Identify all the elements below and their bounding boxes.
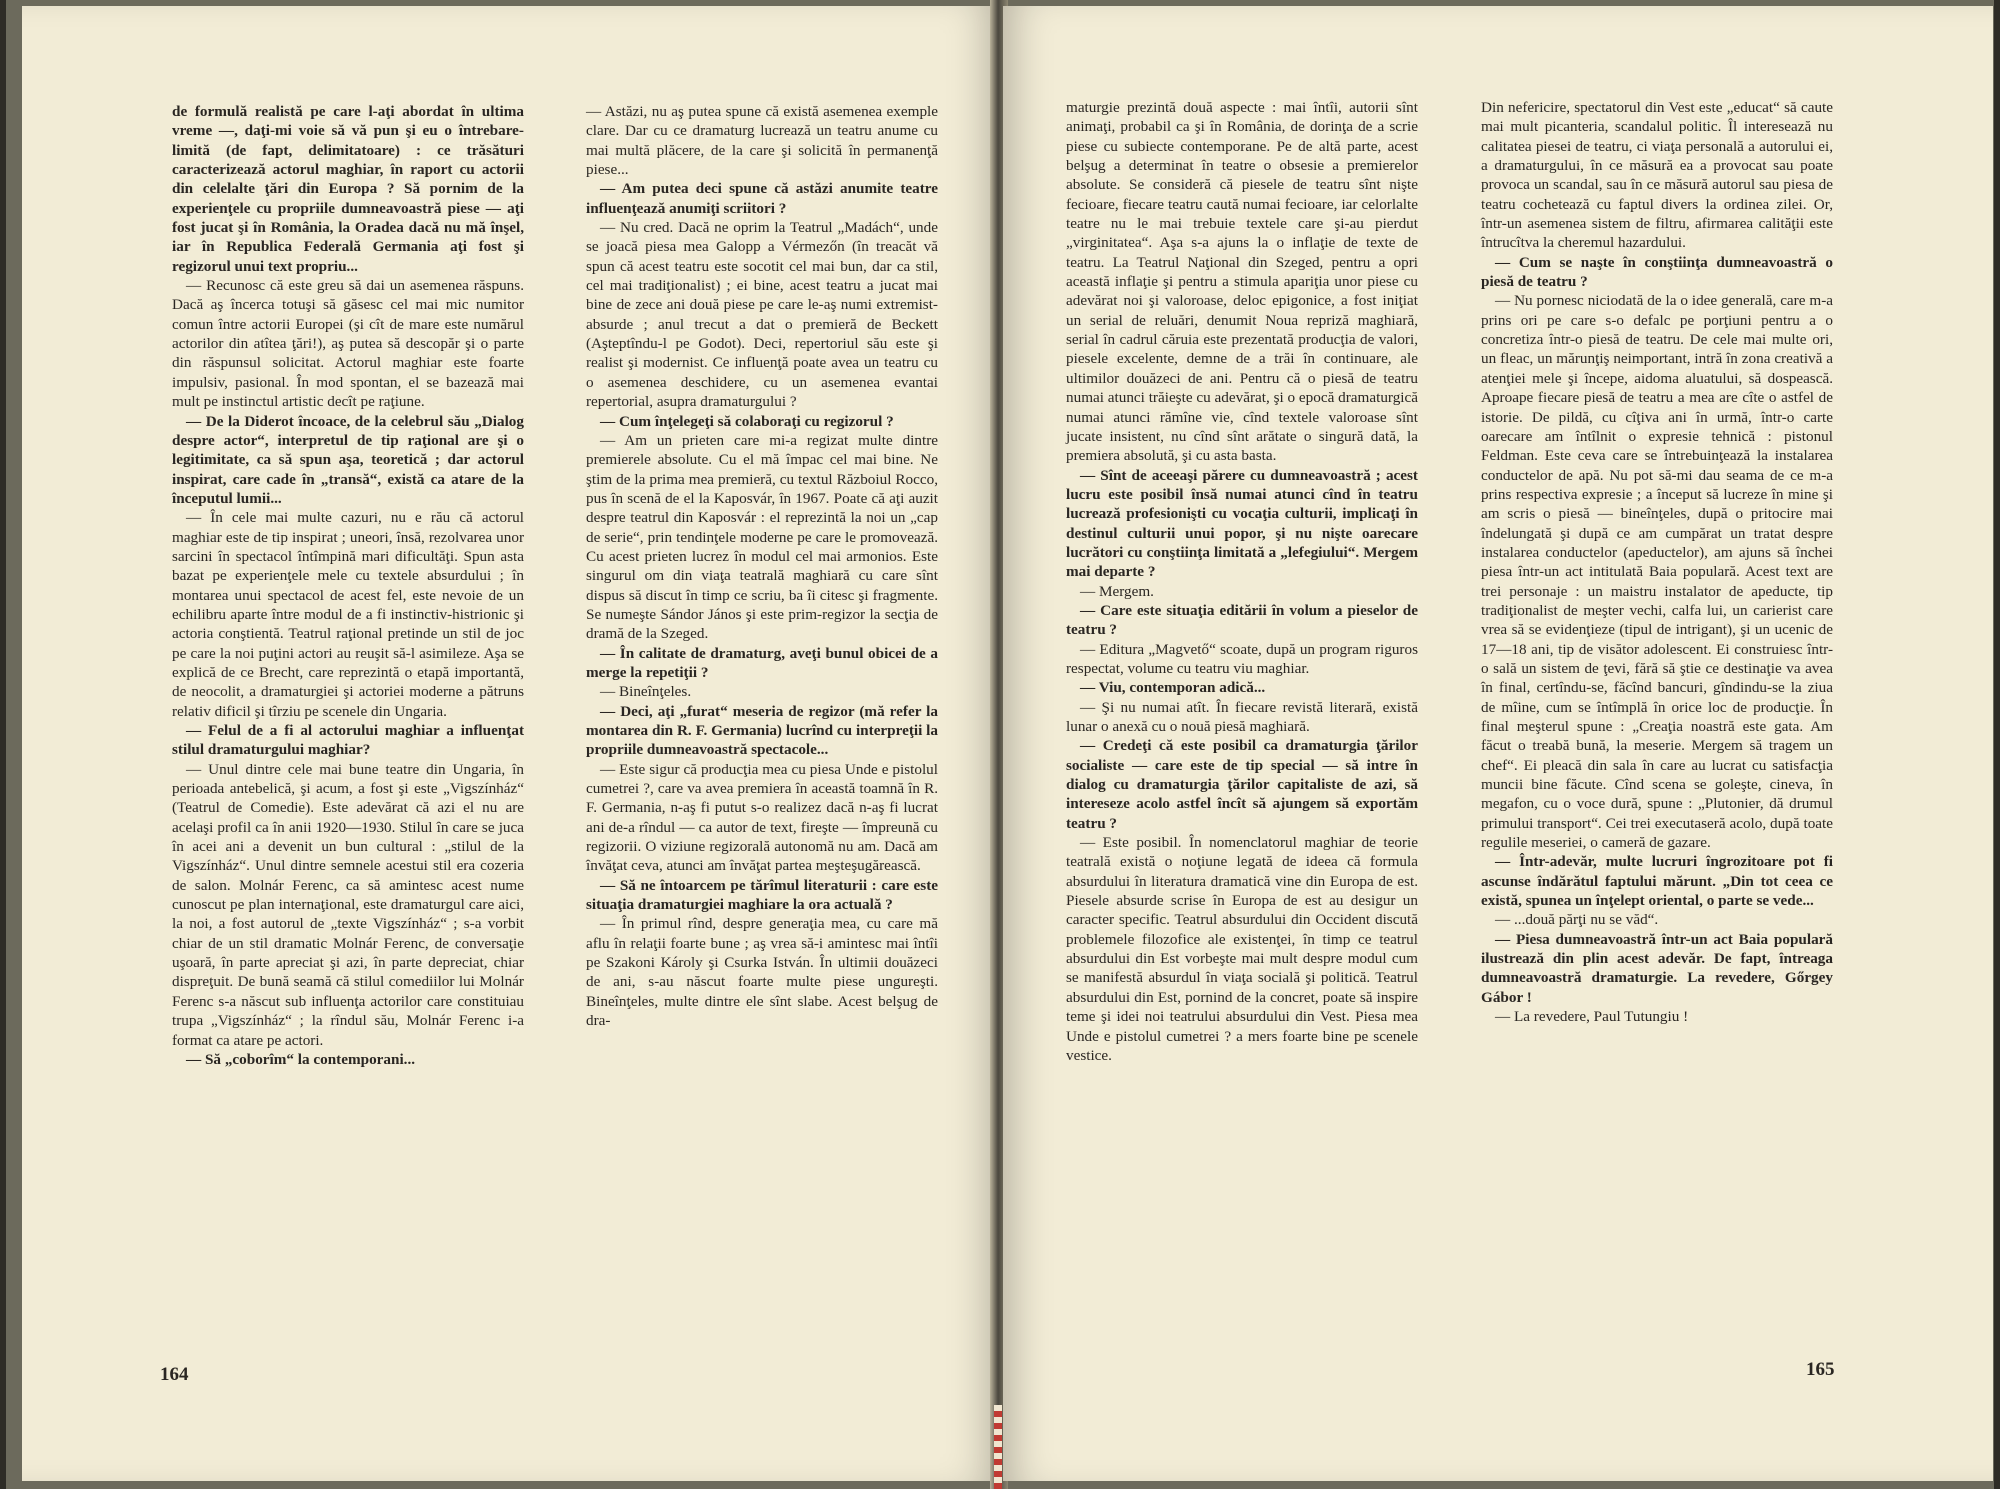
left-page — [22, 6, 997, 1481]
interviewer-question: — Viu, contemporan adică... — [1080, 679, 1266, 697]
right-page-column-1 — [1066, 98, 1418, 1065]
interviewer-question: — Să ne întoarcem pe tărîmul literaturii : care este situaţia dramaturgiei maghiare la ora actuală ? — [586, 876, 938, 914]
interviewer-question: — Cum se naşte în conştiinţa dumneavoastră o piesă de teatru ? — [1481, 253, 1833, 291]
page-number-right: 165 — [1806, 1359, 1835, 1380]
right-page — [1003, 6, 1993, 1481]
interviewer-question: — Credeţi că este posibil ca dramaturgia ţărilor socialiste — care este de tip special — să intre în dialog cu dramaturgia ţărilor capitaliste de azi, să intereseze acolo astfel încît să ajungem să exportăm teatru ? — [1066, 737, 1418, 832]
interviewer-question: — Felul de a fi al actorului maghiar a influenţat stilul dramaturgului maghiar? — [172, 722, 524, 759]
answer-paragraph: — Şi nu numai atît. În fiecare revistă literară, există lunar o anexă cu o nouă piesă maghiară. — [1066, 698, 1418, 735]
answer-paragraph: — În cele mai multe cazuri, nu e rău că actorul maghiar este de tip inspirat ; uneori, însă, rezolvarea unor sarcini în spectacol întîmpină mari dificultăţi. Spun asta bazat pe experienţele mele cu textele absurdului ; în montarea unui spectacol de acest fel, este nevoie de un echilibru aparte între modul de a fi instinctiv-histrionic şi actoria conştientă. Teatrul raţional pretinde un stil de joc pe care la noi puţini actori au reuşit să-l asimileze. Aşa se explică de ce Brecht, care reprezintă o etapă importantă, de neocolit, a dramaturgiei şi actoriei moderne a pătruns relativ dificil şi tîrziu pe scenele din Ungaria. — [172, 509, 524, 720]
answer-paragraph: Din nefericire, spectatorul din Vest este „educat“ să caute mai mult picanteria, scandalul politic. Îl interesează nu calitatea piesei de teatru, ci viaţa personală a autorului ei, a dramaturgului, în ce măsură ea a provocat sau poate provoca un scandal, sau în ce măsură autorul sau piesa de teatru cochetează cu faptul divers la ordinea zilei. Or, într-un asemenea sistem de filtru, afirmarea calităţii este întrucîtva la cheremul hazardului. — [1481, 99, 1833, 252]
answer-paragraph: — Astăzi, nu aş putea spune că există asemenea exemple clare. Dar cu ce dramaturg lucrează un teatru anume cu mai multă plăcere, de la care şi solicită în permanenţă piese... — [586, 103, 938, 179]
page-number-left: 164 — [160, 1364, 189, 1385]
answer-paragraph: — Mergem. — [1080, 582, 1154, 600]
answer-paragraph: maturgie prezintă două aspecte : mai întîi, autorii sînt animaţi, probabil ca şi în România, de dorinţa de a scrie piese cu subiecte contemporane. Pe de altă parte, acest belşug a determinat în teatre o obsesie a premierelor absolute. Se consideră că piesele de teatru sînt nişte fecioare, fiecare teatru caută numai fecioare, iar celorlalte teatre nu le mai trebuie textele care şi-au pierdut „virginitatea“. Aşa s-a ajuns la o inflaţie de texte de teatru. La Teatrul Naţional din Szeged, pentru a opri această inflaţie şi pentru a stimula apariţia unor piese cu adevărat noi şi valoroase, deloc epigonice, a fost iniţiat un serial de reluări, denumit Noua repriză maghiară, serial în cadrul căruia este prezentată producţia de valori, piesele excelente, demne de a trăi în continuare, ale ultimilor douăzeci de ani. Pentru că o piesă de teatru numai atunci trăieşte cu adevărat, şi o epocă dramaturgică numai atunci rămîne vie, cînd textele valoroase sînt jucate insistent, nu cînd sînt arătate o singură dată, la premiera absolută, şi cu asta basta. — [1066, 99, 1418, 465]
interviewer-question: — De la Diderot încoace, de la celebrul său „Dialog despre actor“, interpretul de tip raţional are şi o legitimitate, ca să spun aşa, teoretică ; dar actorul inspirat, care cade în „transă“, există ca atare de la începutul lumii... — [172, 412, 524, 507]
answer-paragraph: — Recunosc că este greu să dai un asemenea răspuns. Dacă aş încerca totuşi să găsesc cel mai mic numitor comun între actorii Europei (şi cît de mare este numărul actorilor din atîtea ţări!), aş putea să descopăr şi o parte din răspunsul solicitat. Actorul maghiar este foarte impulsiv, pasional. În mod spontan, el se bazează mai mult pe instinctul artistic decît pe raţiune. — [172, 277, 524, 411]
interviewer-question: — Cum înţelegeţi să colaboraţi cu regizorul ? — [600, 412, 894, 430]
answer-paragraph: — Este sigur că producţia mea cu piesa Unde e pistolul cumetrei ?, care va avea premiera în această toamnă în R. F. Germania, n-aş fi putut s-o realizez dacă n-aş fi lucrat ani de-a rîndul — ca autor de text, fireşte — împreună cu regizorii. O viziune regizorală autonomă nu am. Dacă am învăţat ceva, atunci am învăţat partea meşteşugărească. — [586, 760, 938, 875]
answer-paragraph: — Unul dintre cele mai bune teatre din Ungaria, în perioada antebelică, şi acum, a fost şi este „Vigszínház“ (Teatrul de Comedie). Este adevărat că azi el nu are acelaşi profil ca în anii 1920—1930. Stilul în care se juca în acei ani a devenit un bun cultural : „stilul de la Vigszínház“. Unul dintre semnele acestui stil era cozeria de salon. Molnár Ferenc, ca să amintesc acest nume cunoscut pe plan internaţional, este dramaturgul care aici, la noi, a fost autorul de „texte Vigszínház“ ; s-a vorbit chiar de un stil dramatic Molnár Ferenc, de conversaţie uşoară, în parte apreciat şi azi, în parte depreciat, chiar dispreţuit. De bună seamă că stilul comediilor lui Molnár Ferenc s-a născut sub influenţa actorilor care constituiau trupa „Vigszínház“ ; la rîndul său, Molnár Ferenc i-a format ca atare pe actori. — [172, 760, 524, 1049]
answer-paragraph: — Editura „Magvető“ scoate, după un program riguros respectat, volume cu teatru viu maghiar. — [1066, 640, 1418, 677]
binding-thread — [994, 1405, 1002, 1489]
answer-paragraph: — Este posibil. În nomenclatorul maghiar de teorie teatrală există o noţiune legată de ideea că formula absurdului în literatura dramatică vine din Europa de est. Piesele absurde scrise în Europa de est au desigur un caracter specific. Teatrul absurdului din Occident discută problemele filozofice ale existenţei, în timp ce teatrul absurdului din Est vorbeşte mai mult despre modul cum se manifestă absurdul în viaţa socială şi politică. Teatrul absurdului din Est, pornind de la concret, poate să inspire teme şi idei noi teatrului absurdului din Vest. Piesa mea Unde e pistolul cumetrei ? a mers foarte bine pe scenele vestice. — [1066, 834, 1418, 1064]
interviewer-question: — Am putea deci spune că astăzi anumite teatre influenţează anumiţi scriitori ? — [586, 180, 938, 217]
interviewer-question: de formulă realistă pe care l-aţi abordat în ultima vreme —, daţi-mi voie să vă pun şi eu o întrebare-limită (de fapt, delimitatoare) : ce trăsături caracterizează actorul maghiar, în raport cu actorii din celelalte ţări din Europa ? Să pornim de la experienţele cu propriile dumneavoastră piese — aţi fost jucat şi în România, la Oradea dacă nu mă înşel, iar în Republica Federală Germania aţi fost şi regizorul unui text propriu... — [172, 103, 524, 275]
book-edge-right — [1994, 0, 2000, 1489]
left-page-column-2 — [586, 102, 938, 1031]
left-page-column-1 — [172, 102, 524, 1069]
interviewer-question: — Piesa dumneavoastră într-un act Baia populară ilustrează din plin acest adevăr. De fapt, întreaga dumneavoastră dramaturgie. La revedere, Gőrgey Gábor ! — [1481, 930, 1833, 1006]
interviewer-question: — Să „coborîm“ la contemporani... — [186, 1050, 416, 1068]
interviewer-question: — Într-adevăr, multe lucruri îngrozitoare pot fi ascunse îndărătul faptului mărunt. „Din tot ceea ce există, spunea un înţelept oriental, o parte se vede... — [1481, 853, 1833, 910]
answer-paragraph: — ...două părţi nu se văd“. — [1495, 911, 1659, 929]
interviewer-question: — În calitate de dramaturg, aveţi bunul obicei de a merge la repetiţii ? — [586, 644, 938, 681]
answer-paragraph: — Bineînţeles. — [600, 683, 692, 701]
answer-paragraph: — Nu pornesc niciodată de la o idee generală, care m-a prins ori pe care s-o defalc pe porţiuni pentru a o concretiza într-o piesă de teatru. De cele mai multe ori, un fleac, un mărunţiş neimportant, intră în zona creativă a atenţiei mele şi începe, aidoma aluatului, să dospească. Aproape fiecare piesă de teatru a mea are cîte o astfel de istorie. De pildă, cu cîţiva ani în urmă, într-o carte oarecare am întîlnit o expresie tehnică : pistonul Feldman. Este ceva care se întrebuinţează la instalarea conductelor de apă. Nu pot să-mi dau seama de ce m-a prins respectiva expresie ; a început să lucreze în mine şi am scris o piesă — bineînţeles, după o pritocire mai îndelungată şi după ce am cumpărat un tratat despre instalarea conductelor (apeductelor), am ajuns să închei piesa într-un act intitulată Baia populară. Acest text are trei personaje : un maistru instalator de apeducte, tip tradiţionalist de meşter vechi, calfa lui, un carierist care vrea să se evidenţieze (tipul de intrigant), şi un ucenic de 17—18 ani, tip de visător adolescent. Ei construiesc într-o sală un sistem de ţevi, fără să ştie ce destinaţie va avea în final, certîndu-se, făcînd bancuri, gîndindu-se la ziua de mîine, cum se întîmplă în orice loc de producţie. În final meşterul spune : „Creaţia noastră este gata. Am făcut o treabă bună, la meserie. Mergem să tragem un chef“. Ei pleacă din sala în care au lucrat cu satisfacţia muncii bine făcute. Cînd scena se goleşte, cineva, în megafon, cu o voce dură, spune : „Plutonier, dă drumul primului transport“. Cei trei executaseră acolo, după toate regulile meseriei, o cameră de gazare. — [1481, 292, 1833, 852]
interviewer-question: — Deci, aţi „furat“ meseria de regizor (mă refer la montarea din R. F. Germania) lucrînd cu interpreţii la propriile dumneavoastră spectacole... — [586, 702, 938, 759]
book-edge-left — [0, 0, 6, 1489]
interviewer-question: — Sînt de aceeaşi părere cu dumneavoastră ; acest lucru este posibil însă numai atunci cînd în teatru lucrează profesionişti cu vocaţia culturii, implicaţi în destinul culturii unui popor, şi nu nişte oarecare lucrători cu conştiinţa limitată a „lefegiului“. Mergem mai departe ? — [1066, 466, 1418, 581]
right-page-column-2 — [1481, 98, 1833, 1027]
answer-paragraph: — În primul rînd, despre generaţia mea, cu care mă aflu în relaţii foarte bune ; aş vrea să-i amintesc mai întîi pe Szakoni Károly şi Csurka István. În ultimii douăzeci de ani, s-au născut foarte multe piese ungureşti. Bineînţeles, multe dintre ele sînt slabe. Acest belşug de dra- — [586, 915, 938, 1030]
interviewer-question: — Care este situaţia editării în volum a pieselor de teatru ? — [1066, 601, 1418, 639]
answer-paragraph: — Am un prieten care mi-a regizat multe dintre premierele absolute. Cu el mă împac cel mai bine. Ne ştim de la prima mea premieră, cu textul Războiul Rocco, pus în scenă de el la Kaposvár, în 1967. Poate că aţi auzit despre teatrul din Kaposvár : el reprezintă la noi un „cap de serie“, prin tendinţele moderne pe care le promovează. Cu acest prieten lucrez în modul cel mai armonios. Este singurul om din viaţa teatrală maghiară cu care sînt dispus să discut în timp ce scriu, ba îi citesc şi fragmente. Se numeşte Sándor János şi este prim-regizor la secţia de dramă de la Szeged. — [586, 431, 938, 643]
answer-paragraph: — Nu cred. Dacă ne oprim la Teatrul „Madách“, unde se joacă piesa mea Galopp a Vérmezőn (în treacăt vă spun că acest teatru este socotit cel mai bun, dar ca stil, cel mai tradiţionalist) ; ei bine, acest teatru a jucat mai bine de zece ani două piese pe care le-aş numi extremist-absurde ; anul trecut a dat o premieră de Beckett (Aşteptîndu-l pe Godot). Deci, repertoriul său este şi realist şi modernist. Ce influenţă poate avea un teatru cu o asemenea deschidere, cu un asemenea evantai repertorial, asupra dramaturgului ? — [586, 219, 938, 411]
answer-paragraph: — La revedere, Paul Tutungiu ! — [1495, 1008, 1689, 1026]
